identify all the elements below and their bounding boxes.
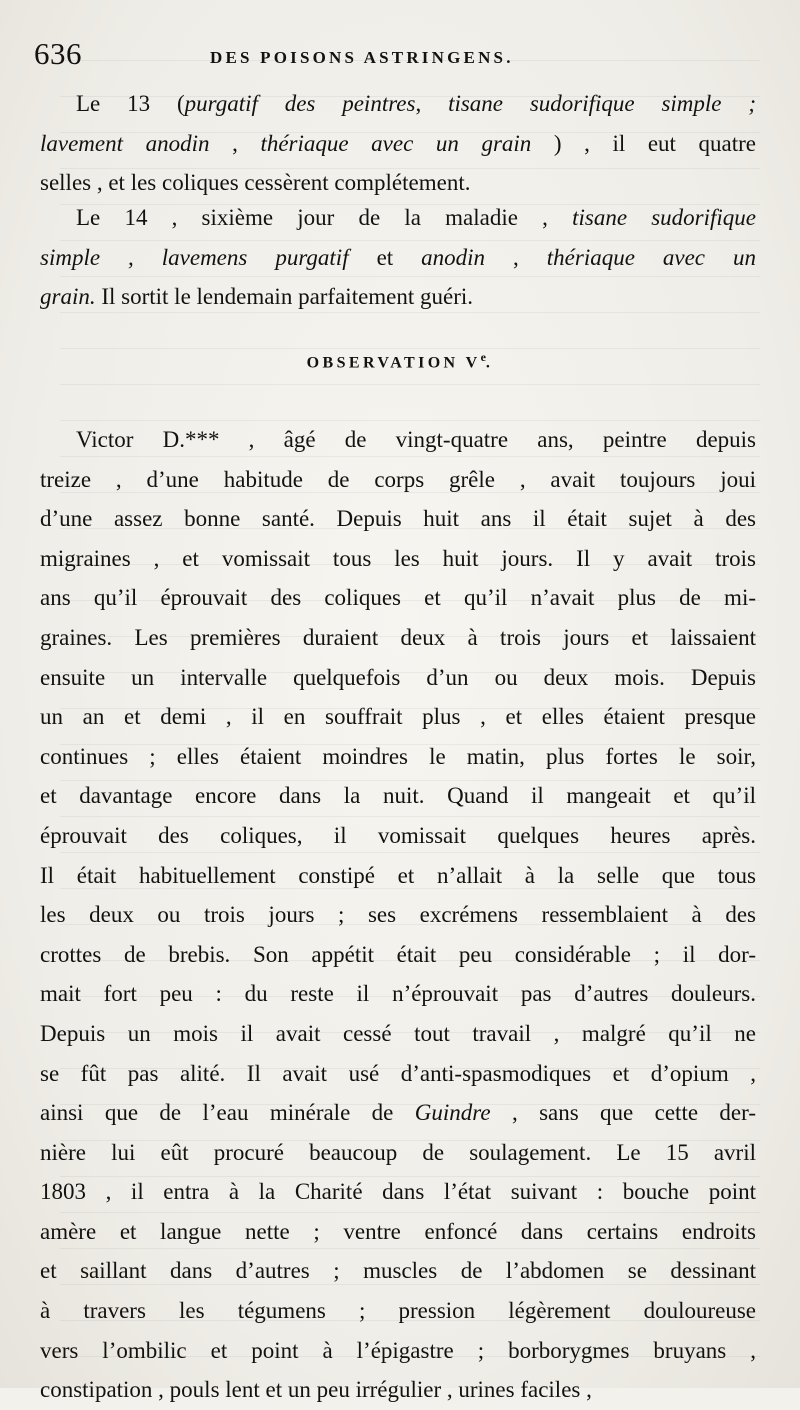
italic-text: grain. — [40, 284, 96, 310]
roman-text: selles , et les coliques cessèrent complétement. — [40, 170, 471, 196]
italic-text: tisane sudorifique — [572, 205, 756, 230]
text-line — [40, 163, 756, 203]
text-line: migraines , et vomissait tous les huit jours. Il y avait trois — [40, 545, 756, 571]
text-line: et saillant dans d’autres ; muscles de l’abdomen se dessinant — [40, 1258, 756, 1284]
paragraph-day-13 — [40, 84, 756, 203]
text-line: les deux ou trois jours ; ses excrémens ressemblaient à des — [40, 902, 756, 928]
text-line: crottes de brebis. Son appétit était peu considérable ; il dor- — [40, 941, 756, 967]
observation-heading-end: . — [485, 354, 494, 372]
observation-heading-text: OBSERVATION V — [306, 354, 481, 372]
text-line: constipation , pouls lent et un peu irrégulier , urines faciles , — [40, 1377, 592, 1403]
text-line — [40, 238, 756, 278]
observation-heading-sup: e — [480, 350, 486, 364]
roman-text: Le 14 , sixième jour de la maladie , — [76, 205, 573, 230]
text-line: se fût pas alité. Il avait usé d’anti-spasmodiques et d’opium , — [40, 1060, 756, 1086]
text-line: graines. Les premières duraient deux à trois jours et laissaient — [40, 624, 756, 650]
text-line: Depuis un mois il avait cessé tout travail , malgré qu’il ne — [40, 1020, 756, 1046]
text-line: ans qu’il éprouvait des coliques et qu’il n’avait plus de mi- — [40, 585, 756, 611]
text-line — [40, 277, 756, 317]
text-line — [40, 84, 756, 124]
roman-text: , — [485, 244, 547, 270]
text-line: Victor D.*** , âgé de vingt-quatre ans, peintre depuis — [76, 427, 756, 452]
text-line: continues ; elles étaient moindres le matin, plus fortes le soir, — [40, 743, 756, 769]
text-line: amère et langue nette ; ventre enfoncé dans certains endroits — [40, 1218, 756, 1244]
text-line: d’une assez bonne santé. Depuis huit ans il était sujet à des — [40, 506, 756, 532]
text-line: mait fort peu : du reste il n’éprouvait pas d’autres douleurs. — [40, 981, 756, 1007]
text-line: vers l’ombilic et point à l’épigastre ; borborygmes bruyans , — [40, 1337, 756, 1363]
text-line — [40, 1093, 756, 1133]
observation-heading — [0, 350, 800, 372]
roman-text: Il sortit le lendemain parfaitement guéri. — [95, 284, 474, 310]
roman-text: , sans que cette der- — [490, 1100, 756, 1126]
roman-text: ainsi que de l’eau minérale de — [40, 1100, 415, 1126]
italic-text: thériaque avec un grain — [260, 130, 532, 156]
italic-text: thériaque avec un — [546, 244, 756, 270]
text-line: à travers les tégumens ; pression légèrement douloureuse — [40, 1298, 756, 1324]
italic-text: lavement anodin — [40, 130, 210, 156]
paragraph-day-14 — [40, 198, 756, 317]
roman-text: et — [348, 244, 422, 270]
italic-text: anodin — [421, 244, 486, 270]
page-header — [34, 36, 770, 76]
running-title: DES POISONS ASTRINGENS. — [210, 48, 514, 67]
text-line: nière lui eût procuré beaucoup de soulagement. Le 15 avril — [40, 1139, 756, 1165]
italic-text: tisane sudorifique simple ; — [448, 91, 756, 116]
text-line: ensuite un intervalle quelquefois d’un ou deux mois. Depuis — [40, 664, 756, 690]
roman-text: ) , il eut quatre — [531, 130, 756, 156]
roman-text: , — [415, 91, 449, 116]
italic-text: Guindre — [414, 1100, 491, 1126]
roman-text: , — [209, 130, 261, 156]
text-line: un an et demi , il en souffrait plus , et elles étaient presque — [40, 704, 756, 730]
italic-text: purgatif des peintres — [184, 91, 416, 116]
page-number: 636 — [34, 36, 82, 71]
text-line: éprouvait des coliques, il vomissait quelques heures après. — [40, 822, 756, 848]
text-line: treize , d’une habitude de corps grêle , avait toujours joui — [40, 466, 756, 492]
italic-text: simple , lavemens purgatif — [40, 244, 349, 270]
text-line: Il était habituellement constipé et n’allait à la selle que tous — [40, 862, 756, 888]
text-line — [40, 198, 756, 238]
text-line — [40, 124, 756, 164]
paragraph-case-history — [40, 420, 756, 1410]
text-line: et davantage encore dans la nuit. Quand il mangeait et qu’il — [40, 783, 756, 809]
roman-text: Le 13 ( — [76, 91, 185, 116]
text-line: 1803 , il entra à la Charité dans l’état suivant : bouche point — [40, 1179, 756, 1205]
